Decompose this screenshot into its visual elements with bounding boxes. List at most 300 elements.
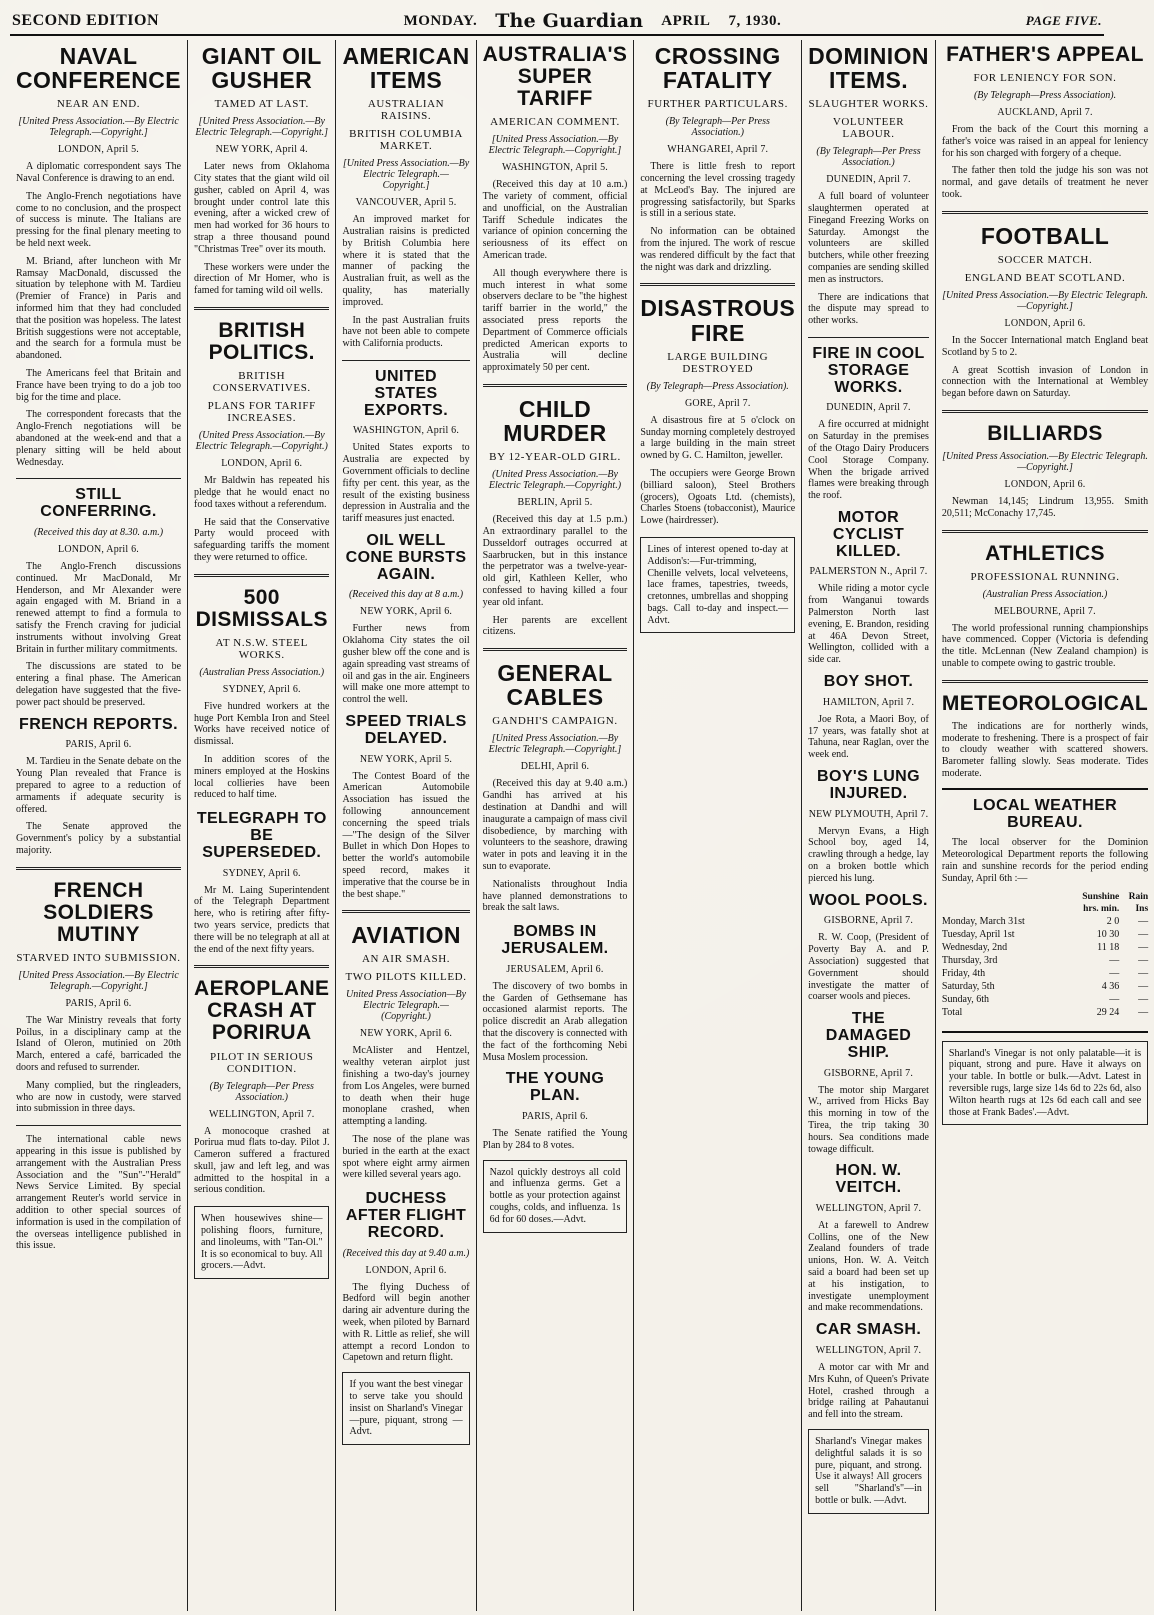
table-row bbox=[942, 941, 1148, 954]
column-3 bbox=[336, 40, 476, 1611]
paragraph: There are indications that the dispute may spread to other works. bbox=[808, 291, 929, 327]
subhead: FURTHER PARTICULARS. bbox=[647, 98, 788, 111]
article-disastrous-fire bbox=[640, 296, 795, 526]
dateline: WASHINGTON, April 5. bbox=[501, 162, 608, 174]
paragraph: A motor car with Mr and Mrs Kuhn, of Queen's Private Hotel, crashed through a bridge railing at Pahautanui and fell into the stream. bbox=[808, 1362, 929, 1421]
divider bbox=[16, 1125, 181, 1126]
advert bbox=[194, 1206, 329, 1279]
article-body bbox=[483, 981, 628, 1064]
paragraph: (Received this day at 1.5 p.m.) An extraordinary parallel to the Dusseldorf outrages occurred at Saarbrucken, but in this instance the perpetrator was a twelve-year-old girl, Kathleen Keller, who confessed to having killed a four year old infant. bbox=[482, 514, 628, 608]
paragraph: The nose of the plane was buried in the earth at the exact spot where eight army airmen were killed several years ago. bbox=[342, 1134, 470, 1181]
paragraph: The indications are for northerly winds, moderate to freshening. There is a prospect of fair to cloudy weather with scattered showers. Barometer falling slowly. Seas moderate. Tides moderate. bbox=[941, 720, 1149, 780]
headline: CAR SMASH. bbox=[815, 1321, 922, 1339]
article-body bbox=[808, 714, 929, 761]
headline: BILLIARDS bbox=[987, 421, 1103, 445]
table-cell: 29 24 bbox=[1096, 1006, 1120, 1018]
credit: (United Press Association.—By Electric Telegraph.—Copyright.) bbox=[488, 469, 622, 492]
table-row bbox=[942, 954, 1148, 967]
advert-text: When housewives shine—polishing floors, furniture, and linoleums, with "Tan-Ol." It is so economical to buy. All grocers.—Advt. bbox=[201, 1213, 323, 1272]
article-body bbox=[808, 1085, 929, 1156]
advert bbox=[808, 1429, 929, 1514]
paragraph: A diplomatic correspondent says The Naval Conference is drawing to an end. bbox=[16, 161, 182, 185]
paragraph: (Received this day at 10 a.m.) The variety of comment, official and unofficial, on the Australian Tariff Schedule indicates the variance of opinion concerning the seriousness of its effect on American trade. bbox=[482, 179, 628, 261]
credit: United Press Association—By Electric Telegraph.—(Copyright.) bbox=[346, 989, 467, 1023]
columns bbox=[10, 40, 1149, 1611]
paragraph: Further news from Oklahoma City states the oil gusher blew off the cone and is again spreading vast streams of oil and gas in the air. Engineers will make one more attempt to control the well. bbox=[342, 623, 470, 706]
divider bbox=[942, 680, 1148, 683]
headline: FIRE IN COOL STORAGE WORKS. bbox=[812, 345, 925, 396]
table-row bbox=[942, 928, 1148, 941]
headline: CHILD MURDER bbox=[503, 395, 607, 447]
headline: BRITISH POLITICS. bbox=[208, 319, 315, 365]
divider bbox=[194, 574, 329, 577]
table-cell: Friday, 4th bbox=[941, 967, 986, 979]
table-cell: — bbox=[1138, 993, 1149, 1005]
paragraph: Mervyn Evans, a High School boy, aged 14, crawling through a hedge, lay on a broken bottle which pierced his lung. bbox=[808, 825, 929, 884]
paragraph: At a farewell to Andrew Collins, one of the New Zealand founders of trade unions, Hon. W. A. Veitch said a board had been set up at his instigation, to investigate unemployment and make recommendations. bbox=[808, 1219, 929, 1314]
advert bbox=[640, 537, 795, 634]
subhead: GANDHI'S CAMPAIGN. bbox=[492, 715, 618, 728]
paragraph: The Contest Board of the American Automobile Association has issued the following announcement concerning the speed trials—"The design of the Silver Bullet in which Don Hopes to better the world's automobile speed record, makes it imperative that the course be in the best shape." bbox=[342, 770, 470, 900]
paragraph: The occupiers were George Brown (billiard saloon), Steel Brothers (grocers), Ogoats Ltd. (chemists), Charles Stoens (tobacconist), Maurice Lowe (hairdresser). bbox=[640, 467, 796, 527]
table-cell: — bbox=[1138, 954, 1149, 966]
credit: (By Telegraph—Per Press Association.) bbox=[665, 116, 770, 139]
article-body bbox=[808, 826, 929, 885]
subhead: PILOT IN SERIOUS CONDITION. bbox=[209, 1050, 314, 1075]
dateline: SYDNEY, April 6. bbox=[222, 867, 301, 879]
article-body bbox=[942, 335, 1148, 400]
advert-text: If you want the best vinegar to serve take you should insist on Sharland's Vinegar—pure, piquant, strong —Advt. bbox=[349, 1379, 463, 1438]
article-body bbox=[483, 778, 628, 914]
dateline: WELLINGTON, April 7. bbox=[815, 1345, 922, 1357]
paragraph: The discovery of two bombs in the Garden of Gethsemane has occasioned alarmist reports. The police discredit an Arab allegation that the discovery is connected with the fact of the forthcoming Nebi Musa Moslem procession. bbox=[482, 980, 628, 1063]
page-label: PAGE FIVE. bbox=[1025, 13, 1102, 28]
advert bbox=[942, 1041, 1148, 1126]
article-body bbox=[808, 932, 929, 1003]
headline: AUSTRALIA'S SUPER TARIFF bbox=[482, 43, 628, 111]
article-crossing-fatality bbox=[640, 44, 795, 273]
subhead: PLANS FOR TARIFF INCREASES. bbox=[207, 400, 316, 425]
article-oil-well-cone bbox=[342, 533, 469, 706]
paragraph: Five hundred workers at the huge Port Kembla Iron and Steel Works have received notice of dismissal. bbox=[194, 700, 330, 748]
paragraph: The discussions are stated to be entering a final phase. The American delegation have suggested that the five-power pact should be preserved. bbox=[16, 661, 182, 708]
advert bbox=[342, 1372, 469, 1445]
dateline: MELBOURNE, April 7. bbox=[994, 605, 1096, 617]
headline: BOMBS IN JERUSALEM. bbox=[501, 923, 609, 957]
table-header-row bbox=[942, 891, 1148, 903]
table-subheader bbox=[942, 903, 1065, 915]
subhead: TAMED AT LAST. bbox=[214, 98, 309, 111]
article-fathers-appeal bbox=[942, 44, 1148, 201]
headline: NAVAL CONFERENCE bbox=[16, 43, 182, 94]
table-cell: Wednesday, 2nd bbox=[941, 941, 1008, 953]
credit: [United Press Association.—By Electric Telegraph.—Copyright.] bbox=[342, 158, 470, 192]
credit: [United Press Association.—By Electric Telegraph.—Copyright.] bbox=[195, 116, 329, 139]
dateline: JERUSALEM, April 6. bbox=[506, 963, 604, 975]
headline: LOCAL WEATHER BUREAU. bbox=[972, 796, 1118, 831]
paragraph: The world professional running championships have commenced. Copper (Victoria is defending the title. McLennan (New Zealand champion) is unable to compete owing to gastric trouble. bbox=[941, 622, 1149, 670]
article-french-reports bbox=[16, 717, 181, 857]
headline: AEROPLANE CRASH AT PORIRUA bbox=[194, 977, 330, 1045]
paragraph: The Anglo-French discussions continued. Mr MacDonald, Mr Henderson, and Mr Alexander were again engaged with M. Briand in a renewed attempt to find a formula to satisfy the French craving for judicial instruments without involving Great Britain in further military commitments. bbox=[16, 561, 182, 655]
article-body bbox=[16, 561, 181, 709]
headline: ATHLETICS bbox=[985, 541, 1105, 565]
table-header bbox=[942, 891, 1065, 903]
paragraph: McAlister and Hentzel, wealthy veteran airplot just finishing a two-day's journey from Los Angeles, were burned to death when their huge monoplane crashed, when attempting a landing. bbox=[342, 1045, 470, 1128]
subhead: TWO PILOTS KILLED. bbox=[345, 971, 467, 984]
subhead: BY 12-YEAR-OLD GIRL. bbox=[489, 451, 621, 464]
table-row bbox=[942, 967, 1148, 980]
paragraph: In addition scores of the miners employed at the Hoskins local collieries have been reduced to half time. bbox=[194, 754, 330, 801]
headline: MOTOR CYCLIST KILLED. bbox=[832, 509, 905, 560]
article-aeroplane-crash bbox=[194, 978, 329, 1196]
dateline: GORE, April 7. bbox=[684, 397, 751, 409]
article-body bbox=[942, 124, 1148, 201]
edition-label: SECOND EDITION bbox=[12, 12, 160, 29]
credit: (Received this day at 8.30. a.m.) bbox=[33, 527, 164, 538]
article-body bbox=[194, 885, 329, 956]
paragraph: Her parents are excellent citizens. bbox=[482, 614, 628, 638]
paragraph: In the past Australian fruits have not been able to compete with California products. bbox=[342, 314, 470, 350]
table-cell: — bbox=[1138, 1006, 1149, 1018]
paragraph: A disastrous fire at 5 o'clock on Sunday morning completely destroyed a large building in the main street owned by G. C. Hamilton, jeweller. bbox=[640, 414, 796, 462]
article-body bbox=[942, 721, 1148, 780]
article-naval-conference bbox=[16, 44, 181, 468]
article-wool-pools bbox=[808, 893, 929, 1004]
paragraph: There is little fresh to report concerning the level crossing tragedy at McLeod's Bay. The injured are progressing satisfactorily, but Sparks is still in a serious state. bbox=[640, 161, 796, 220]
paragraph: The motor ship Margaret W., arrived from Hicks Bay this morning in tow of the Tirea, the trip taking 30 hours. Sea conditions made towage difficult. bbox=[808, 1084, 929, 1155]
article-body bbox=[342, 623, 469, 706]
table-cell: 11 18 bbox=[1097, 941, 1120, 953]
dateline: AUCKLAND, April 7. bbox=[997, 107, 1093, 119]
headline: FATHER'S APPEAL bbox=[946, 43, 1144, 66]
divider bbox=[16, 867, 181, 870]
article-body bbox=[194, 701, 329, 801]
divider bbox=[942, 410, 1148, 413]
table-cell: — bbox=[1138, 941, 1149, 953]
day-label: MONDAY. bbox=[403, 12, 478, 29]
headline: THE YOUNG PLAN. bbox=[505, 1070, 605, 1105]
headline: WOOL POOLS. bbox=[809, 891, 928, 909]
headline: TELEGRAPH TO BE SUPERSEDED. bbox=[196, 810, 327, 861]
dateline: LONDON, April 6. bbox=[58, 544, 139, 555]
headline: BOY SHOT. bbox=[823, 672, 914, 690]
article-body bbox=[808, 191, 929, 327]
credit: [United Press Association.—By Electric Telegraph.—Copyright.] bbox=[942, 289, 1148, 312]
headline: METEOROLOGICAL bbox=[941, 691, 1149, 715]
article-meteorological bbox=[942, 693, 1148, 780]
credit: (United Press Association.—By Electric Telegraph.—Copyright.) bbox=[195, 430, 328, 453]
headline: OIL WELL CONE BURSTS AGAIN. bbox=[345, 532, 467, 583]
masthead bbox=[10, 10, 1104, 36]
article-aviation bbox=[342, 923, 469, 1181]
credit: [United Press Association.—By Electric Telegraph.—Copyright.] bbox=[18, 969, 179, 992]
table-header: Rain bbox=[1128, 891, 1149, 902]
dateline: GISBORNE, April 7. bbox=[823, 915, 914, 927]
table-cell: — bbox=[1138, 915, 1149, 927]
dateline: NEW YORK, April 4. bbox=[215, 144, 308, 156]
column-6 bbox=[802, 40, 936, 1611]
paragraph: In the Soccer International match England beat Scotland by 5 to 2. bbox=[941, 334, 1149, 358]
table-cell: — bbox=[1109, 954, 1120, 966]
table-subheader: hrs. min. bbox=[1083, 903, 1120, 914]
paragraph: The flying Duchess of Bedford will begin another daring air adventure during the week, when piloted by Barnard with R. Little as relief, she will attempt a record London to Capetown and return flight. bbox=[342, 1281, 470, 1364]
paragraph: Many complied, but the ringleaders, who are now in custody, were starved into submission in three days. bbox=[16, 1079, 182, 1115]
divider bbox=[194, 965, 329, 968]
table-cell: Total bbox=[941, 1006, 963, 1018]
date-label: 7, 1930. bbox=[728, 12, 782, 29]
article-body bbox=[483, 179, 628, 374]
dateline: PARIS, April 6. bbox=[65, 997, 132, 1009]
article-body bbox=[342, 1045, 469, 1181]
headline: THE DAMAGED SHIP. bbox=[825, 1010, 912, 1061]
headline: GENERAL CABLES bbox=[497, 660, 613, 711]
table-cell: — bbox=[1109, 993, 1120, 1005]
weather-bureau-box bbox=[942, 788, 1148, 1033]
divider bbox=[483, 648, 628, 651]
paragraph: The local observer for the Dominion Meteorological Department reports the following rain and sunshine records for the period ending Sunday, April 6th :— bbox=[941, 837, 1149, 884]
article-billiards bbox=[942, 423, 1148, 520]
dateline: WELLINGTON, April 7. bbox=[815, 1202, 922, 1214]
article-damaged-ship bbox=[808, 1011, 929, 1155]
article-body bbox=[194, 1126, 329, 1197]
dateline: LONDON, April 6. bbox=[1004, 317, 1086, 329]
table-total-row bbox=[942, 1006, 1148, 1019]
article-bombs-in-jerusalem bbox=[483, 924, 628, 1063]
article-american-items bbox=[342, 44, 469, 350]
paragraph: The international cable news appearing in this issue is published by arrangement with the Australian Press Association and the "Sun"-"Herald" News Service Limited. By special arrangement Reuter's world service in addition to other special sources of information is used in the compilation of the overseas intelligence published in this issue. bbox=[16, 1134, 182, 1252]
article-athletics bbox=[942, 543, 1148, 670]
paragraph: Joe Rota, a Maori Boy, of 17 years, was fatally shot at Tahuna, near Raglan, over the week end. bbox=[808, 713, 929, 761]
article-body bbox=[16, 1015, 181, 1115]
paragraph: The Anglo-French negotiations have come to no conclusion, and the prospect of success is minute. The Italians are pressing for the final plenary meeting to be held next week. bbox=[16, 190, 182, 250]
credit: (Received this day at 9.40 a.m.) bbox=[342, 1247, 470, 1259]
article-french-soldiers-mutiny bbox=[16, 880, 181, 1116]
article-motor-cyclist-killed bbox=[808, 510, 929, 666]
article-body bbox=[342, 214, 469, 350]
headline: HON. W. VEITCH. bbox=[835, 1162, 902, 1197]
credit: (By Telegraph—Per Press Association.) bbox=[816, 146, 921, 169]
dateline: WHANGAREI, April 7. bbox=[667, 144, 769, 156]
headline: DUCHESS AFTER FLIGHT RECORD. bbox=[345, 1190, 467, 1241]
advert bbox=[483, 1160, 628, 1233]
subhead: LARGE BUILDING DESTROYED bbox=[667, 350, 769, 375]
paragraph: A monocoque crashed at Porirua mud flats to-day. Pilot J. Cameron suffered a fractured skull, jaw and left leg, and was admitted to the hospital in a serious condition. bbox=[194, 1125, 330, 1196]
table-row bbox=[942, 915, 1148, 928]
column-5 bbox=[634, 40, 802, 1611]
subhead: VOLUNTEER LABOUR. bbox=[832, 116, 905, 141]
paragraph: The Senate ratified the Young Plan by 284 to 8 votes. bbox=[482, 1127, 628, 1151]
dateline: BERLIN, April 5. bbox=[517, 497, 593, 509]
article-body bbox=[16, 161, 181, 468]
paragraph: The father then told the judge his son was not normal, and gave details of treatment he never took. bbox=[941, 165, 1149, 201]
article-body bbox=[483, 1128, 628, 1152]
article-body bbox=[342, 771, 469, 901]
paragraph: United States exports to Australia are expected by Government officials to decline fifty per cent. this year, as the result of the existing business depression in Australia and the tariff measures just enacted. bbox=[342, 442, 470, 525]
article-body bbox=[640, 415, 795, 527]
headline: BOY'S LUNG INJURED. bbox=[817, 767, 920, 802]
subhead: AN AIR SMASH. bbox=[361, 953, 451, 966]
dateline: HAMILTON, April 7. bbox=[822, 696, 915, 708]
divider bbox=[808, 337, 929, 338]
article-body bbox=[942, 837, 1148, 884]
dateline: LONDON, April 6. bbox=[365, 1264, 447, 1276]
article-young-plan bbox=[483, 1071, 628, 1151]
headline: FRENCH SOLDIERS MUTINY bbox=[43, 878, 154, 946]
headline: UNITED STATES EXPORTS. bbox=[363, 368, 449, 419]
article-body bbox=[342, 1282, 469, 1365]
credit: [United Press Association.—By Electric Telegraph.—Copyright.] bbox=[942, 451, 1148, 473]
article-still-conferring bbox=[16, 487, 181, 708]
subhead: AMERICAN COMMENT. bbox=[490, 116, 620, 129]
dateline: LONDON, April 6. bbox=[1004, 479, 1086, 490]
month-label: APRIL bbox=[661, 12, 711, 29]
column-1 bbox=[10, 40, 188, 1611]
dateline: LONDON, April 5. bbox=[58, 144, 139, 156]
article-boy-shot bbox=[808, 674, 929, 761]
table-cell: — bbox=[1109, 967, 1120, 979]
table-cell: Saturday, 5th bbox=[941, 980, 995, 992]
paragraph: The correspondent forecasts that the Anglo-French negotiations will be abandoned at the week-end and that a plenary sitting will be held about Wednesday. bbox=[16, 409, 182, 468]
headline: CROSSING FATALITY bbox=[654, 43, 781, 94]
table-cell: Sunday, 6th bbox=[941, 993, 990, 1005]
table-cell: Thursday, 3rd bbox=[941, 954, 998, 966]
paragraph: From the back of the Court this morning a father's voice was raised in an appeal for leniency for his son charged with forgery of a cheque. bbox=[941, 124, 1149, 159]
paragraph: Newman 14,145; Lindrum 13,955. Smith 20,511; McConachy 17,745. bbox=[941, 496, 1149, 519]
paragraph: The War Ministry reveals that forty Poilus, in a disciplinary camp at the Island of Oleron, mutinied on 20th March, entered a café, barricaded the doors and refused to surrender. bbox=[16, 1014, 182, 1074]
subhead: SLAUGHTER WORKS. bbox=[808, 98, 929, 111]
subhead: ENGLAND BEAT SCOTLAND. bbox=[964, 271, 1126, 284]
headline: SPEED TRIALS DELAYED. bbox=[345, 712, 467, 747]
credit: (Australian Press Association.) bbox=[982, 588, 1108, 600]
paragraph: Mr Baldwin has repeated his pledge that he would enact no food taxes without a referendum. bbox=[194, 475, 330, 510]
table-subheader: Ins bbox=[1135, 903, 1149, 914]
paragraph: A fire occurred at midnight on Saturday in the premises of the Otago Dairy Producers Cool Storage Company. When the brigade arrived flames were breaking through the roof. bbox=[808, 419, 929, 502]
headline: AMERICAN ITEMS bbox=[342, 43, 470, 94]
paragraph: The Senate approved the Government's policy by a substantial majority. bbox=[16, 821, 182, 856]
article-body bbox=[194, 161, 329, 297]
subhead: SOCCER MATCH. bbox=[997, 253, 1093, 266]
headline: 500 DISMISSALS bbox=[195, 585, 328, 631]
article-australias-super-tariff bbox=[483, 44, 628, 374]
dateline: NEW PLYMOUTH, April 7. bbox=[808, 808, 929, 820]
paragraph: The Americans feel that Britain and France have been trying to do a job too big for the time and place. bbox=[16, 368, 182, 403]
paragraph: These workers were under the direction of Mr Homer, who is famed for taming wild oil wells. bbox=[194, 261, 330, 297]
paragraph: M. Tardieu in the Senate debate on the Young Plan revealed that France is prepared to agree to a reduction of armaments if adequate security is offered. bbox=[16, 756, 182, 815]
dateline: DUNEDIN, April 7. bbox=[826, 174, 911, 186]
dateline: NEW YORK, April 5. bbox=[359, 753, 453, 765]
advert-text: Sharland's Vinegar is not only palatable—it is piquant, strong and pure. Have it always on your table. In bottle or bulk.—Advt. Latest in reversible rugs, large size 14s 6d to 22s 6d, also Wilton hearth rugs at 12s 6d each call and see those at Frank Bades'.—Advt. bbox=[948, 1047, 1142, 1118]
divider bbox=[483, 384, 628, 387]
credit: (By Telegraph—Per Press Association.) bbox=[209, 1080, 314, 1103]
paragraph: M. Briand, after luncheon with Mr Ramsay MacDonald, discussed the situation by telephone with M. Tardieu (Premier of France) in Paris and informed him that they had concluded that the position was hopeless. The latest British suggestions were not acceptable, and the search for a formula must be abandoned. bbox=[16, 255, 182, 362]
subhead: BRITISH COLUMBIA MARKET. bbox=[349, 128, 463, 153]
cable-notice bbox=[16, 1134, 181, 1252]
subhead: AUSTRALIAN RAISINS. bbox=[367, 98, 445, 123]
headline: FRENCH REPORTS. bbox=[19, 715, 178, 733]
headline: DISASTROUS FIRE bbox=[640, 295, 796, 346]
article-duchess-flight-record bbox=[342, 1191, 469, 1364]
table-cell: Tuesday, April 1st bbox=[941, 928, 1015, 940]
article-body bbox=[808, 1362, 929, 1421]
article-united-states-exports bbox=[342, 369, 469, 525]
divider bbox=[342, 910, 469, 913]
paragraph: All though everywhere there is much interest in what some observers declare to be "the highest tariff barrier in the world," the associated press reports the Department of Commerce officials predicted American exports to Australia will decline approximately 50 per cent. bbox=[482, 267, 628, 374]
headline: GIANT OIL GUSHER bbox=[201, 43, 322, 94]
article-boys-lung-injured bbox=[808, 769, 929, 885]
divider bbox=[194, 307, 329, 310]
table-row bbox=[942, 993, 1148, 1006]
dateline: DUNEDIN, April 7. bbox=[826, 402, 911, 414]
article-speed-trials bbox=[342, 714, 469, 900]
paragraph: An improved market for Australian raisins is predicted by British Columbia here where it is stated that the manner of packing the Australian fruit, as well as the quality, has materially improved. bbox=[342, 214, 470, 308]
article-telegraph-superseded bbox=[194, 811, 329, 955]
paragraph: He said that the Conservative Party would proceed with safeguarding tariffs the moment they were returned to office. bbox=[194, 516, 330, 563]
weather-table bbox=[942, 891, 1148, 1019]
table-cell: 2 0 bbox=[1106, 915, 1120, 927]
divider bbox=[942, 530, 1148, 533]
article-fire-cool-storage bbox=[808, 346, 929, 502]
article-general-cables bbox=[483, 661, 628, 914]
article-child-murder bbox=[483, 397, 628, 638]
column-4 bbox=[477, 40, 635, 1611]
dateline: PARIS, April 6. bbox=[65, 739, 132, 751]
advert-text: Sharland's Vinegar makes delightful salads it is so pure, piquant, and strong. Use it always! All grocers sell "Sharland's"—in bottle or bulk. —Advt. bbox=[815, 1436, 922, 1507]
column-2 bbox=[188, 40, 336, 1611]
paragraph: A full board of volunteer slaughtermen operated at Finegand Freezing Works on Saturday. Amongst the volunteers are skilled butchers, while other freezing companies are sending skilled men as instructors. bbox=[808, 191, 929, 285]
table-cell: 4 36 bbox=[1101, 980, 1120, 992]
table-cell: 10 30 bbox=[1096, 928, 1120, 940]
masthead-center bbox=[404, 10, 782, 32]
dateline: PARIS, April 6. bbox=[521, 1110, 588, 1122]
subhead: AT N.S.W. STEEL WORKS. bbox=[215, 636, 308, 661]
headline: FOOTBALL bbox=[980, 222, 1110, 249]
article-body bbox=[483, 514, 628, 638]
credit: (By Telegraph—Press Association). bbox=[646, 380, 789, 392]
table-cell: Monday, March 31st bbox=[941, 915, 1025, 927]
paragraph: No information can be obtained from the injured. The work of rescue was rendered difficult by the fact that the night was dark and drizzling. bbox=[640, 226, 796, 273]
article-hon-w-veitch bbox=[808, 1163, 929, 1314]
headline: STILL CONFERRING. bbox=[40, 486, 157, 521]
paragraph: Nationalists throughout India have planned demonstrations to break the salt laws. bbox=[482, 878, 628, 914]
credit: [United Press Association.—By Electric Telegraph.—Copyright.] bbox=[18, 116, 179, 139]
article-british-politics bbox=[194, 320, 329, 564]
article-dominion-items bbox=[808, 44, 929, 327]
credit: (Australian Press Association.) bbox=[199, 666, 325, 678]
table-row bbox=[942, 980, 1148, 993]
article-500-dismissals bbox=[194, 587, 329, 801]
table-cell: — bbox=[1138, 980, 1149, 992]
subhead: STARVED INTO SUBMISSION. bbox=[16, 951, 181, 964]
article-body bbox=[16, 756, 181, 856]
paragraph: (Received this day at 9.40 a.m.) Gandhi has arrived at his destination at Dandhi and will inaugurate a campaign of mass civil disobedience, by marching with volunteers to the seashore, drawing water in pots and leaving it in the sun to evaporate. bbox=[482, 778, 628, 872]
divider bbox=[640, 283, 795, 286]
article-football bbox=[942, 224, 1148, 400]
dateline: DELHI, April 6. bbox=[520, 761, 590, 773]
paragraph: Later news from Oklahoma City states that the giant wild oil gusher, cabled on April 4, was brought under control late this evening, after a wicked crew of men had worked for 36 hours to strap a three thousand pound "Christmas Tree" over its mouth. bbox=[194, 161, 330, 255]
table-cell: — bbox=[1138, 967, 1149, 979]
dateline: VANCOUVER, April 5. bbox=[355, 197, 457, 209]
subhead: PROFESSIONAL RUNNING. bbox=[970, 570, 1120, 583]
paragraph: Mr M. Laing Superintendent of the Telegraph Department here, who is retiring after fifty-two years service, predicts that there will be no telegraph at all at the end of the next fifty years. bbox=[194, 884, 330, 955]
dateline: PALMERSTON N., April 7. bbox=[809, 566, 928, 578]
divider bbox=[342, 360, 469, 361]
article-body bbox=[194, 475, 329, 564]
article-body bbox=[808, 419, 929, 502]
article-body bbox=[808, 583, 929, 666]
dateline: SYDNEY, April 6. bbox=[222, 683, 301, 695]
table-header: Sunshine bbox=[1082, 891, 1120, 902]
